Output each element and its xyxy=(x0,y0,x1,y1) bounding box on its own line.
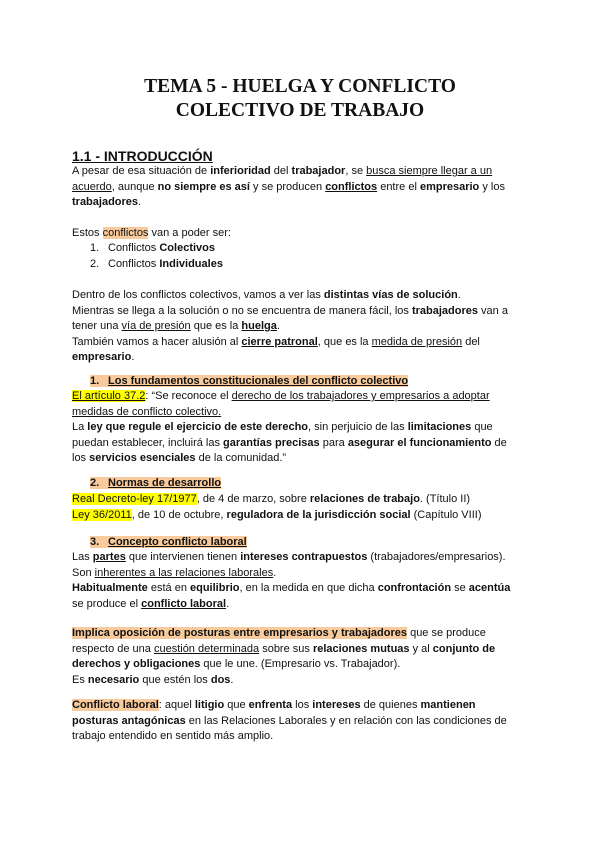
conflict-types-list xyxy=(90,241,223,272)
section-heading-introduccion xyxy=(72,148,213,164)
subheading-concepto: 3. Concepto conflicto laboral xyxy=(90,536,247,548)
text-line: Conflicto laboral: aquel litigio que enfrenta los intereses de quienes mantienen xyxy=(72,699,476,711)
text-line: La ley que regule el ejercicio de este derecho, sin perjuicio de las limitaciones que xyxy=(72,421,493,434)
section-heading-text: 1.1 - INTRODUCCIÓN xyxy=(72,148,213,164)
text-line: Habitualmente está en equilibrio, en la medida en que dicha confrontación se acentúa xyxy=(72,582,511,595)
text-line: El artículo 37.2: “Se reconoce el derecho de los trabajadores y empresarios a adoptar xyxy=(72,390,490,402)
text-line: Ley 36/2011, de 10 de octubre, reguladora de la jurisdicción social (Capítulo VIII) xyxy=(72,508,482,521)
text-line: derechos y obligaciones que le une. (Empresario vs. Trabajador). xyxy=(72,658,401,671)
text-line: tener una vía de presión que es la huelga. xyxy=(72,320,280,333)
text-line: posturas antagónicas en las Relaciones Laborales y en relación con las condiciones de xyxy=(72,714,507,727)
page-title xyxy=(0,75,600,123)
paragraph-solutions xyxy=(72,288,532,366)
text-line: puedan establecer, incluirá las garantías precisas para asegurar el funcionamiento de xyxy=(72,436,507,449)
text-line: Real Decreto-ley 17/1977, de 4 de marzo, sobre relaciones de trabajo. (Título II) xyxy=(72,493,471,505)
text-line: acuerdo, aunque no siempre es así y se producen conflictos entre el empresario y los xyxy=(72,180,505,193)
text-line: Implica oposición de posturas entre empresarios y trabajadores que se produce xyxy=(72,627,486,639)
title-line-2: COLECTIVO DE TRABAJO xyxy=(175,100,425,121)
list-item: 1. Conflictos Colectivos xyxy=(90,242,215,254)
paragraph-conflict-types: Estos conflictos van a poder ser: xyxy=(72,227,231,239)
subheading-fundamentos: 1. Los fundamentos constitucionales del conflicto colectivo xyxy=(90,375,409,387)
text-line: Es necesario que estén los dos. xyxy=(72,673,234,686)
text-line: Mientras se llega a la solución o no se encuentra de manera fácil, los trabajadores van a xyxy=(72,304,508,317)
text-line: A pesar de esa situación de inferioridad del trabajador, se busca siempre llegar a un xyxy=(72,165,493,177)
subheading-normas: 2. Normas de desarrollo xyxy=(90,477,222,489)
text-line: También vamos a hacer alusión al cierre patronal, que es la medida de presión del xyxy=(72,335,480,348)
paragraph-articulo xyxy=(72,389,532,467)
text-line: los servicios esenciales de la comunidad.” xyxy=(72,452,287,465)
text-line: respecto de una cuestión determinada sobre sus relaciones mutuas y al conjunto de xyxy=(72,642,496,655)
paragraph-concepto xyxy=(72,550,532,612)
paragraph-oposicion xyxy=(72,626,532,688)
text-line: medidas de conflicto colectivo. xyxy=(72,405,222,418)
paragraph-normas xyxy=(72,492,532,523)
paragraph-definicion xyxy=(72,698,532,745)
text-line: Las partes que intervienen tienen intereses contrapuestos (trabajadores/empresarios). xyxy=(72,551,506,563)
list-item: 2. Conflictos Individuales xyxy=(90,257,223,270)
title-line-1: TEMA 5 - HUELGA Y CONFLICTO xyxy=(144,76,456,97)
text-line: empresario. xyxy=(72,351,135,364)
text-line: Dentro de los conflictos colectivos, vamos a ver las distintas vías de solución. xyxy=(72,289,461,301)
text-line: Son inherentes a las relaciones laborales. xyxy=(72,566,277,579)
text-line: trabajo entendido en sentido más amplio. xyxy=(72,730,274,743)
text-line: trabajadores. xyxy=(72,196,142,209)
paragraph-intro xyxy=(72,164,532,211)
text-line: se produce el conflicto laboral. xyxy=(72,597,230,610)
